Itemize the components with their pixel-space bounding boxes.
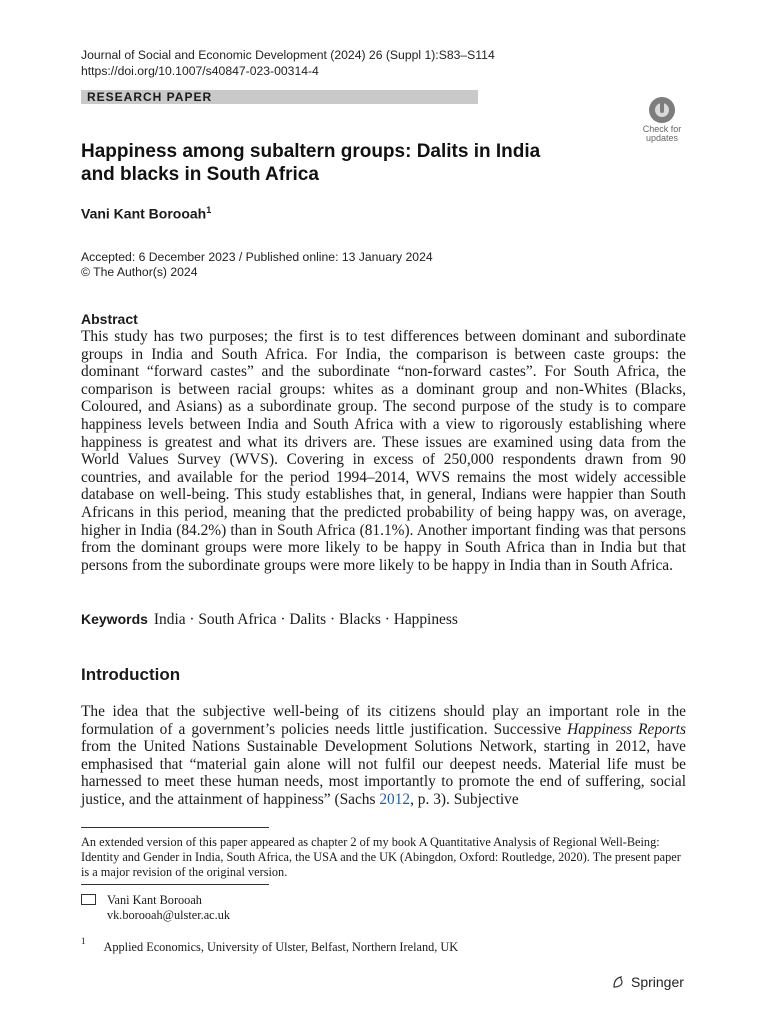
article-title: Happiness among subaltern groups: Dalits in India and blacks in South Africa — [81, 141, 541, 185]
springer-logo: Springer — [611, 974, 684, 990]
citation-link[interactable]: 2012 — [379, 790, 411, 808]
keywords-line — [81, 611, 458, 629]
bookmark-icon — [649, 97, 675, 123]
affiliation-number: 1 — [81, 936, 86, 946]
doi-link[interactable]: https://doi.org/10.1007/s40847-023-00314-4 — [81, 64, 319, 78]
accepted-published-dates: Accepted: 6 December 2023 / Published online: 13 January 2024 — [81, 250, 433, 264]
springer-horse-icon — [611, 975, 625, 989]
publication-dates — [81, 250, 433, 280]
abstract-heading: Abstract — [81, 311, 138, 327]
footnote-divider — [81, 827, 269, 828]
introduction-text: The idea that the subjective well-being of its citizens should play an important role in the formulation of a government’s policies needs little justification. Successive Happiness Reports from the United Nations Sustainable Development Solutions Network, starting in 2012, have emphasised that “material gain alone will not fulfil our deepest needs. Material life must be harnessed to meet these human needs, most importantly to promote the end of suffering, social justice, and the attainment of happiness” (Sachs 2012, p. 3). Subjective — [81, 703, 686, 808]
introduction-heading: Introduction — [81, 665, 181, 684]
check-for-updates-badge[interactable] — [636, 97, 688, 141]
journal-citation: Journal of Social and Economic Development (2024) 26 (Suppl 1):S83–S114 — [81, 48, 495, 62]
journal-header — [81, 47, 495, 79]
correspondence-block — [81, 893, 230, 922]
correspondence-divider — [81, 884, 269, 885]
version-footnote: An extended version of this paper appeared as chapter 2 of my book A Quantitative Analysis of Regional Well-Being: Identity and Gender in India, South Africa, the USA and the UK (Abingdon, Oxford: Routledge, 2020). The present paper is a major revision of the original version. — [81, 835, 681, 879]
copyright-line: © The Author(s) 2024 — [81, 265, 198, 279]
affiliation-text: Applied Economics, University of Ulster, Belfast, Northern Ireland, UK — [103, 940, 459, 955]
corresponding-author: Vani Kant Borooah — [107, 893, 202, 907]
check-updates-label: Check for updates — [642, 124, 682, 143]
abstract-text: This study has two purposes; the first is to test differences between dominant and subordinate groups in India and South Africa. For India, the comparison is between caste groups: the dominant “forward castes” and the subordinate “non-forward castes”. For South Africa, the comparison is between racial groups: whites as a dominant group and non-Whites (Blacks, Coloured, and Asians) as a subordinate group. The second purpose of the study is to compare happiness levels between India and South Africa with a view to rigorously establishing where happiness is greatest and what its drivers are. These issues are examined using data from the World Values Survey (WVS). Covering in excess of 250,000 respondents drawn from 90 countries, and available for the period 1994–2014, WVS remains the most widely accessible database on well-being. This study establishes that, in general, Indians were happier than South Africans in this period, meaning that the predicted probability of being happy was, on average, higher in India (84.2%) than in South Africa (81.1%). Another important finding was that persons from the dominant groups were more likely to be happy in South Africa than in India but that persons from the subordinate groups were more likely to be happy in India than in South Africa. — [81, 328, 686, 574]
keywords-label: Keywords — [81, 611, 148, 627]
author-email[interactable]: vk.borooah@ulster.ac.uk — [107, 908, 230, 922]
author-name[interactable]: Vani Kant Borooah$^1$ — [81, 205, 212, 222]
affiliation-line — [81, 936, 458, 955]
envelope-icon — [81, 894, 96, 905]
keywords-values: India · South Africa · Dalits · Blacks · Happiness — [153, 611, 458, 628]
author-affiliation-marker: 1 — [206, 205, 212, 215]
section-label: RESEARCH PAPER — [81, 90, 478, 104]
